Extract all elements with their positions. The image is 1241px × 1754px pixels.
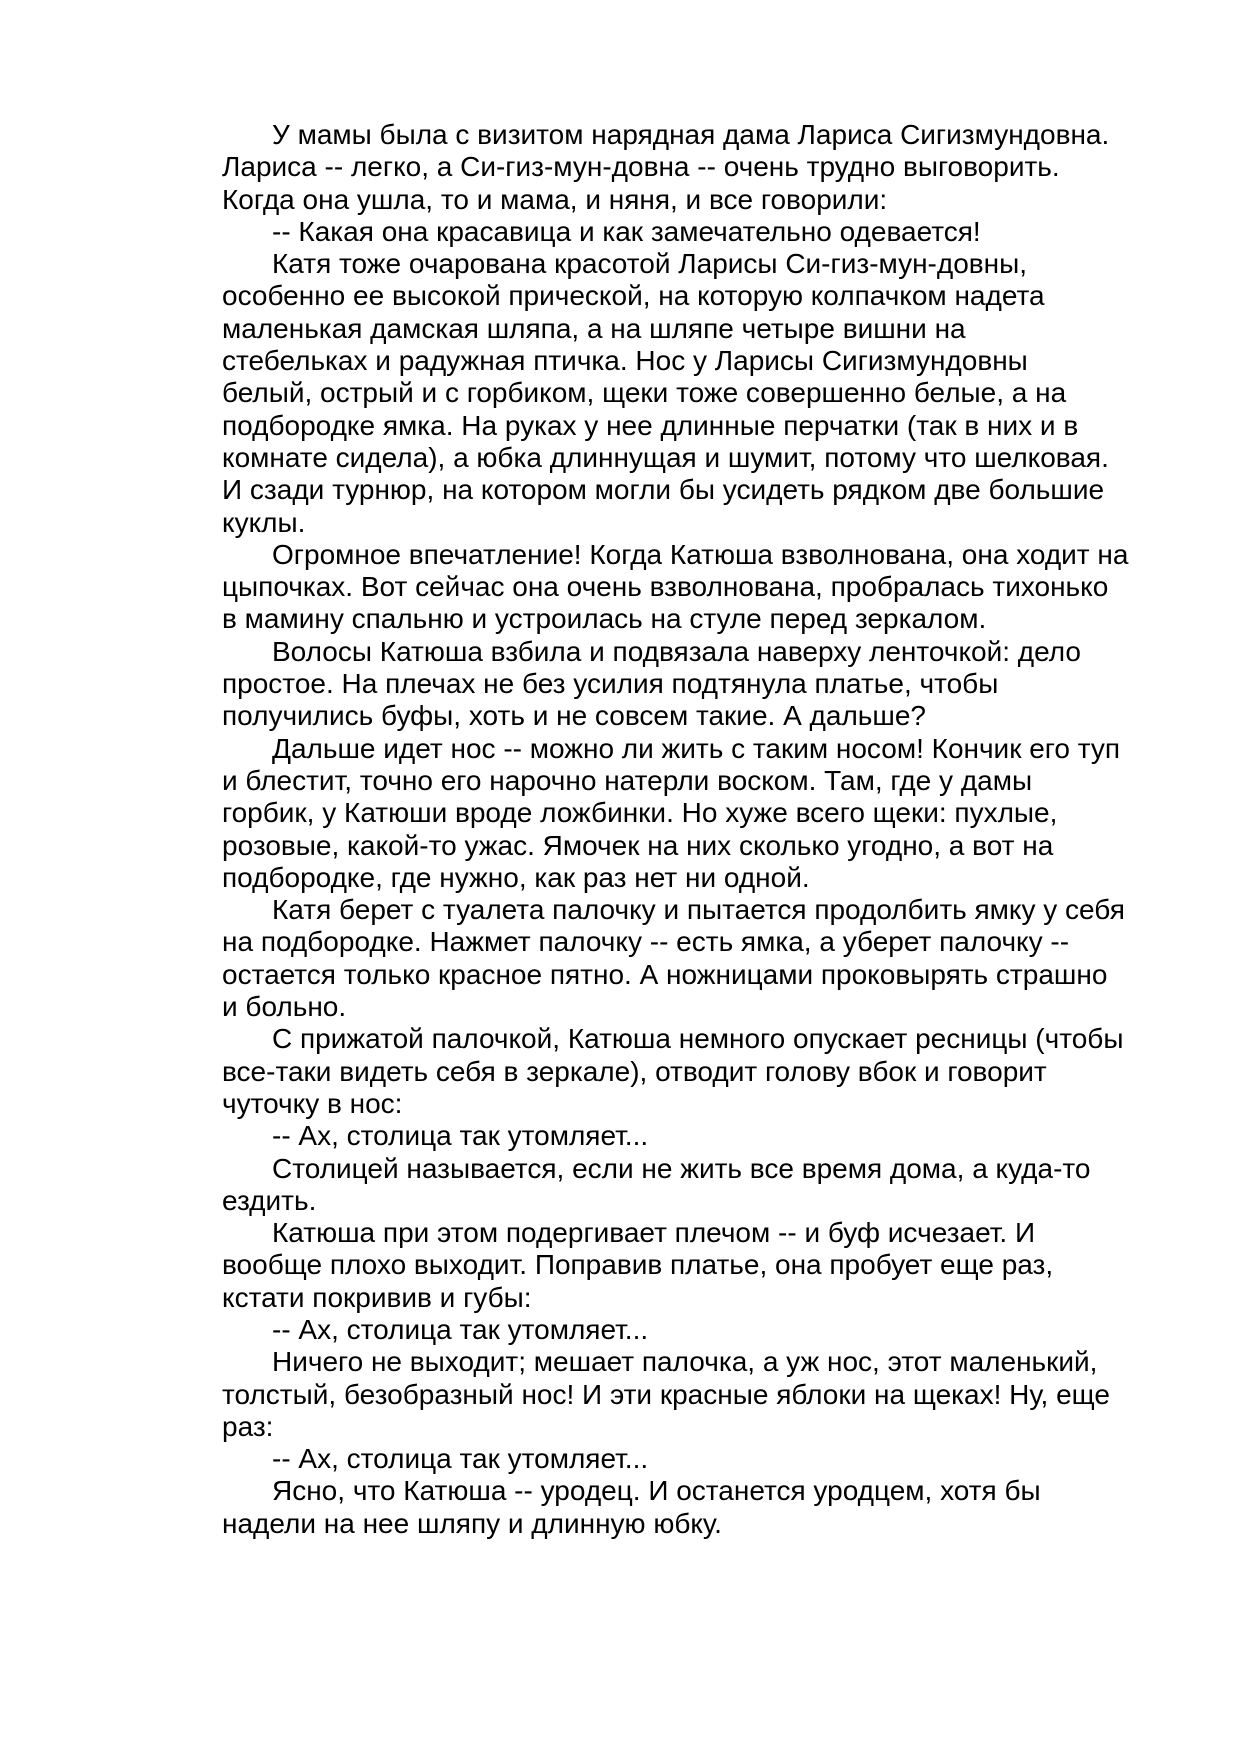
text-line: Когда она ушла, то и мама, и няня, и все говорили: [222,183,888,215]
paragraph [222,216,1162,248]
text-line: куклы. [222,506,306,538]
text-line: Катя берет с туалета палочку и пытается продолбить ямку у себя [272,894,1125,926]
paragraph [222,1443,1162,1475]
text-line: Катюша при этом подергивает плечом -- и буф исчезает. И [272,1217,1036,1249]
paragraph [222,1346,1162,1443]
text-line: ездить. [222,1184,317,1216]
text-line: надели на нее шляпу и длинную юбку. [222,1507,722,1539]
text-line: Дальше идет нос -- можно ли жить с таким носом! Кончик его туп [272,732,1121,764]
paragraph [222,248,1162,539]
text-line: Волосы Катюша взбила и подвязала наверху ленточкой: дело [272,635,1081,667]
text-line: маленькая дамская шляпа, а на шляпе четыре вишни на [222,312,966,344]
text-line: остается только красное пятно. А ножницами проковырять страшно [222,958,1108,990]
text-line: все-таки видеть себя в зеркале), отводит голову вбок и говорит [222,1055,1047,1087]
text-line: и блестит, точно его нарочно натерли воском. Там, где у дамы [222,764,1033,796]
text-line: чуточку в нос: [222,1087,403,1119]
paragraph [222,1153,1162,1218]
text-line: С прижатой палочкой, Катюша немного опускает ресницы (чтобы [272,1023,1124,1055]
text-line: простое. На плечах не без усилия подтянула платье, чтобы [222,668,999,700]
paragraph [222,1314,1162,1346]
text-line: в мамину спальню и устроилась на стуле перед зеркалом. [222,603,987,635]
paragraph [222,1023,1162,1120]
text-line: У мамы была с визитом нарядная дама Лариса Сигизмундовна. [272,119,1110,150]
text-line: -- Ах, столица так утомляет... [272,1120,649,1152]
text-line: белый, острый и с горбиком, щеки тоже совершенно белые, а на [222,377,1067,409]
text-line: Столицей называется, если не жить все время дома, а куда-то [272,1152,1091,1184]
text-line: -- Ах, столица так утомляет... [272,1313,649,1345]
text-line: комнате сидела), а юбка длиннущая и шумит, потому что шелковая. [222,441,1109,473]
text-line: подбородке ямка. На руках у нее длинные перчатки (так в них и в [222,409,1079,441]
text-line: цыпочках. Вот сейчас она очень взволнована, пробралась тихонько [222,571,1109,603]
text-line: -- Какая она красавица и как замечательно одевается! [272,215,981,247]
text-line: и больно. [222,991,347,1023]
text-line: особенно ее высокой прической, на которую колпачком надета [222,280,1045,312]
text-line: розовые, какой-то ужас. Ямочек на них сколько угодно, а вот на [222,829,1054,861]
text-line: на подбородке. Нажмет палочку -- есть ямка, а уберет палочку -- [222,926,1070,958]
paragraph [222,636,1162,733]
text-line: -- Ах, столица так утомляет... [272,1443,649,1475]
text-line: Ясно, что Катюша -- уродец. И останется уродцем, хотя бы [272,1475,1041,1507]
text-line: Катя тоже очарована красотой Ларисы Си-гиз-мун-довны, [272,248,1028,280]
text-block [222,119,1162,1540]
paragraph [222,894,1162,1023]
paragraph [222,733,1162,894]
text-line: раз: [222,1410,274,1442]
text-line: Ничего не выходит; мешает палочка, а уж нос, этот маленький, [272,1346,1098,1378]
text-line: толстый, безобразный нос! И эти красные яблоки на щеках! Ну, еще [222,1378,1110,1410]
text-line: И сзади турнюр, на котором могли бы усидеть рядком две большие [222,474,1105,506]
paragraph [222,1217,1162,1314]
text-line: Лариса -- легко, а Си-гиз-мун-довна -- очень трудно выговорить. [222,151,1060,183]
text-line: кстати покривив и губы: [222,1281,532,1313]
text-line: Огромное впечатление! Когда Катюша взволнована, она ходит на [272,538,1129,570]
text-line: подбородке, где нужно, как раз нет ни одной. [222,861,810,893]
paragraph [222,119,1162,216]
paragraph [222,1120,1162,1152]
paragraph [222,539,1162,636]
paragraph [222,1475,1162,1540]
text-line: стебельках и радужная птичка. Нос у Ларисы Сигизмундовны [222,345,1028,377]
text-line: вообще плохо выходит. Поправив платье, она пробует еще раз, [222,1249,1054,1281]
text-line: горбик, у Катюши вроде ложбинки. Но хуже всего щеки: пухлые, [222,797,1058,829]
text-line: получились буфы, хоть и не совсем такие. А дальше? [222,700,926,732]
